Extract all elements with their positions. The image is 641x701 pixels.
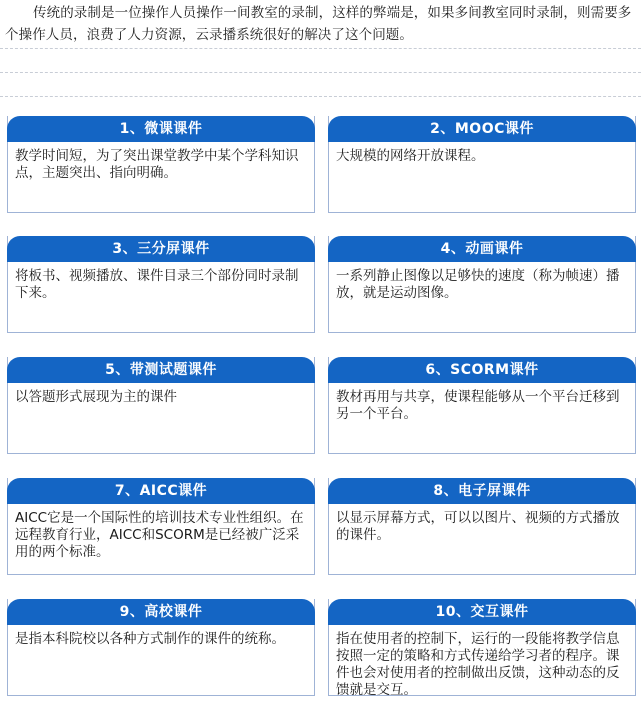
card-description: AICC它是一个国际性的培训技术专业性组织。在远程教育行业，AICC和SCORM是已经被广泛采用的两个标准。 [15, 510, 304, 560]
courseware-card-7 [7, 478, 315, 575]
card-title: 7、AICC课件 [7, 478, 315, 504]
card-description: 教材再用与共享，使课程能够从一个平台迁移到另一个平台。 [336, 389, 620, 422]
card-description: 大规模的网络开放课程。 [336, 148, 485, 164]
courseware-card-5 [7, 357, 315, 454]
card-description: 以答题形式展现为主的课件 [15, 389, 177, 405]
card-description: 是指本科院校以各种方式制作的课件的统称。 [15, 631, 285, 647]
courseware-card-2 [328, 116, 636, 213]
card-title: 9、高校课件 [7, 599, 315, 625]
dashed-divider [0, 72, 641, 73]
courseware-card-6 [328, 357, 636, 454]
card-description: 教学时间短，为了突出课堂教学中某个学科知识点，主题突出、指向明确。 [15, 148, 299, 181]
courseware-card-1 [7, 116, 315, 213]
card-title: 3、三分屏课件 [7, 236, 315, 262]
intro-paragraph: 传统的录制是一位操作人员操作一间教室的录制，这样的弊端是，如果多间教室同时录制，则需要多个操作人员，浪费了人力资源，云录播系统很好的解决了这个问题。 [5, 5, 632, 43]
card-title: 1、微课课件 [7, 116, 315, 142]
courseware-card-10 [328, 599, 636, 696]
dashed-divider [0, 96, 641, 97]
courseware-card-3 [7, 236, 315, 333]
card-description: 一系列静止图像以足够快的速度（称为帧速）播放，就是运动图像。 [336, 268, 620, 301]
card-title: 8、电子屏课件 [328, 478, 636, 504]
courseware-card-4 [328, 236, 636, 333]
card-title: 5、带测试题课件 [7, 357, 315, 383]
card-title: 4、动画课件 [328, 236, 636, 262]
courseware-card-9 [7, 599, 315, 696]
card-description: 指在使用者的控制下，运行的一段能将教学信息按照一定的策略和方式传递给学习者的程序。课件也会对使用者的控制做出反馈，这种动态的反馈就是交互。 [336, 631, 620, 698]
card-description: 以显示屏幕方式，可以以图片、视频的方式播放的课件。 [336, 510, 620, 543]
card-description: 将板书、视频播放、课件目录三个部份同时录制下来。 [15, 268, 299, 301]
dashed-divider [0, 48, 641, 49]
card-title: 2、MOOC课件 [328, 116, 636, 142]
card-title: 10、交互课件 [328, 599, 636, 625]
card-title: 6、SCORM课件 [328, 357, 636, 383]
courseware-card-8 [328, 478, 636, 575]
